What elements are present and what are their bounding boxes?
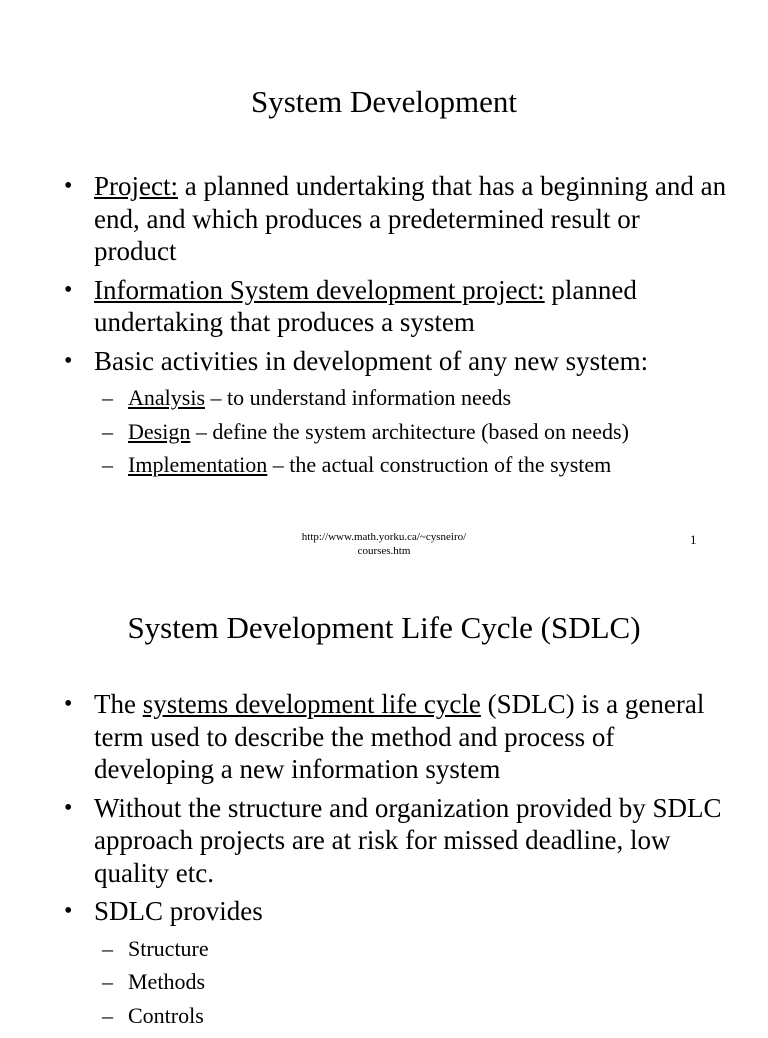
sub-item-structure xyxy=(0,932,728,966)
slide-1-page-number: 1 xyxy=(690,532,697,547)
bullet-without-structure xyxy=(0,792,768,890)
sub-item-controls xyxy=(0,999,728,1033)
bullet-is-development-project xyxy=(0,274,768,339)
bullet-pre-text: The xyxy=(94,689,143,719)
sub-item-design xyxy=(0,415,728,449)
sub-item-term: Analysis xyxy=(128,385,205,410)
sub-item-analysis xyxy=(0,381,728,415)
dash-icon: – xyxy=(102,935,113,961)
sub-item-term: Implementation xyxy=(128,452,268,477)
bullet-text: (SDLC) is a general term used to describe the method and process of developing a new information system xyxy=(94,689,705,784)
bullet-text: a planned undertaking that has a beginning and an end, and which produces a predetermined result or product xyxy=(94,171,727,266)
slide-2 xyxy=(0,580,768,1028)
sub-item-text: – define the system architecture (based on needs) xyxy=(190,418,629,444)
bullet-icon: • xyxy=(64,898,73,924)
sub-item-implementation xyxy=(0,448,728,482)
footer-url-line-2: courses.htm xyxy=(357,545,411,557)
bullet-text: planned undertaking that produces a system xyxy=(94,274,637,337)
slide-1-footer-url xyxy=(250,530,518,558)
bullet-term: Information System development project: xyxy=(94,274,545,305)
sub-item-term: Design xyxy=(128,418,191,444)
bullet-project xyxy=(0,170,768,268)
sub-item-text: Structure xyxy=(128,935,209,961)
provides-sub-list xyxy=(0,932,728,1033)
sub-item-text: – the actual construction of the system xyxy=(267,452,612,477)
bullet-text: SDLC provides xyxy=(94,896,263,926)
sub-item-text: Controls xyxy=(128,1002,204,1028)
bullet-icon: • xyxy=(64,173,73,199)
slide-2-title: System Development Life Cycle (SDLC) xyxy=(127,610,641,645)
bullet-sdlc-provides xyxy=(0,895,768,1032)
bullet-term: Project: xyxy=(94,171,178,201)
bullet-icon: • xyxy=(64,691,73,717)
activities-sub-list xyxy=(0,381,728,482)
bullet-icon: • xyxy=(64,794,73,821)
dash-icon: – xyxy=(102,418,113,444)
sub-item-methods xyxy=(0,965,728,999)
slide-1-bullet-list xyxy=(0,170,768,488)
bullet-text: Basic activities in development of any new system: xyxy=(94,345,649,376)
bullet-icon: • xyxy=(64,276,73,303)
slide-1-title: System Development xyxy=(250,84,518,119)
dash-icon: – xyxy=(102,969,113,994)
sub-item-text: Methods xyxy=(128,969,205,994)
dash-icon: – xyxy=(102,385,113,410)
bullet-text: Without the structure and organization provided by SDLC approach projects are at risk for missed deadline, low quality etc. xyxy=(94,792,722,888)
sub-item-text: – to understand information needs xyxy=(205,385,512,410)
bullet-basic-activities xyxy=(0,345,768,482)
bullet-icon: • xyxy=(64,347,73,374)
bullet-sdlc-definition xyxy=(0,688,768,786)
dash-icon: – xyxy=(102,452,113,477)
dash-icon: – xyxy=(102,1002,113,1028)
bullet-term: systems development life cycle xyxy=(142,689,481,719)
slide-2-bullet-list xyxy=(0,688,768,1038)
footer-url-line-1: http://www.math.yorku.ca/~cysneiro/ xyxy=(301,531,467,543)
